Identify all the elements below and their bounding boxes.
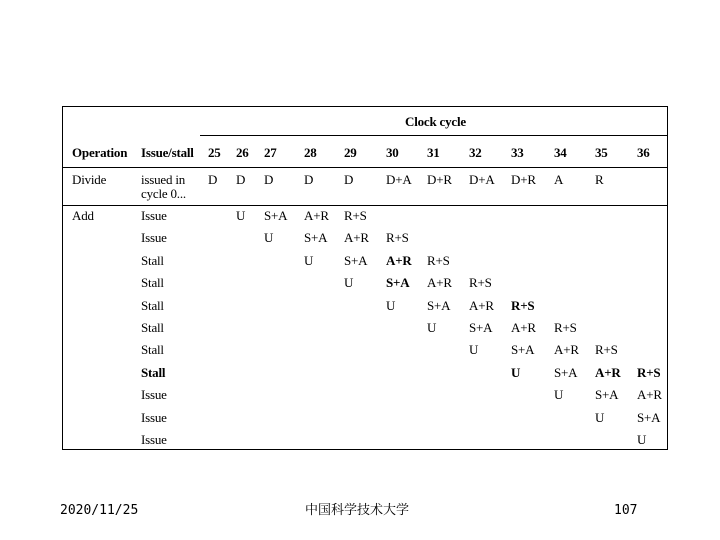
divide-cell: D+A xyxy=(469,172,495,187)
add-row-label: Issue xyxy=(141,410,167,425)
add-cell: A+R xyxy=(511,320,536,335)
add-row-label: Stall xyxy=(141,253,164,268)
add-op-label: Add xyxy=(72,208,94,223)
divide-cell: D xyxy=(344,172,354,187)
cycle-header: 25 xyxy=(208,145,221,160)
footer-organization: 中国科学技术大学 xyxy=(305,503,410,518)
add-cell: S+A xyxy=(469,320,493,335)
footer-page-number: 107 xyxy=(614,503,638,518)
add-cell: U xyxy=(304,253,314,268)
add-cell: R+S xyxy=(386,230,409,245)
add-cell: S+A xyxy=(595,387,619,402)
divide-issue-line1: issued in xyxy=(141,172,186,187)
divide-cell: D+A xyxy=(386,172,412,187)
add-row-label: Issue xyxy=(141,230,167,245)
cycle-header: 30 xyxy=(386,145,399,160)
cycle-header: 36 xyxy=(637,145,650,160)
divide-cell: D xyxy=(236,172,246,187)
add-cell: R+S xyxy=(595,342,618,357)
divide-cell: D xyxy=(264,172,274,187)
header-divider-top xyxy=(200,135,668,136)
cycle-header: 31 xyxy=(427,145,440,160)
add-row-label: Stall xyxy=(141,365,166,380)
divide-row-divider xyxy=(62,205,668,206)
add-cell: U xyxy=(386,298,396,313)
add-cell: R+S xyxy=(637,365,661,380)
add-cell: A+R xyxy=(344,230,369,245)
cycle-header: 29 xyxy=(344,145,357,160)
cycle-header: 32 xyxy=(469,145,482,160)
cycle-header: 33 xyxy=(511,145,524,160)
cycle-header: 27 xyxy=(264,145,277,160)
add-cell: S+A xyxy=(304,230,328,245)
add-cell: A+R xyxy=(386,253,412,268)
add-cell: U xyxy=(511,365,521,380)
divide-cell: A xyxy=(554,172,564,187)
cycle-header: 35 xyxy=(595,145,608,160)
add-cell: S+A xyxy=(637,410,661,425)
add-cell: R+S xyxy=(511,298,535,313)
add-row-label: Stall xyxy=(141,298,164,313)
add-row-label: Issue xyxy=(141,432,167,447)
add-row-label: Stall xyxy=(141,275,164,290)
cycle-header: 34 xyxy=(554,145,567,160)
add-cell: S+A xyxy=(427,298,451,313)
add-cell: A+R xyxy=(427,275,452,290)
add-cell: S+A xyxy=(511,342,535,357)
add-cell: R+S xyxy=(427,253,450,268)
header-divider xyxy=(62,167,668,168)
add-cell: A+R xyxy=(595,365,621,380)
cycle-header: 26 xyxy=(236,145,249,160)
add-cell: U xyxy=(554,387,564,402)
divide-cell: D+R xyxy=(427,172,452,187)
add-cell: U xyxy=(637,432,647,447)
add-cell: U xyxy=(595,410,605,425)
operation-header: Operation xyxy=(72,145,128,160)
footer-date: 2020/11/25 xyxy=(60,503,139,518)
add-cell: R+S xyxy=(344,208,367,223)
add-cell: A+R xyxy=(304,208,329,223)
add-row-label: Stall xyxy=(141,342,164,357)
divide-cell: D+R xyxy=(511,172,536,187)
add-cell: R+S xyxy=(554,320,577,335)
add-cell: A+R xyxy=(554,342,579,357)
add-cell: U xyxy=(236,208,246,223)
add-cell: R+S xyxy=(469,275,492,290)
add-row-label: Issue xyxy=(141,387,167,402)
add-cell: U xyxy=(427,320,437,335)
divide-op-label: Divide xyxy=(72,172,107,187)
divide-cell: D xyxy=(208,172,218,187)
add-row-label: Stall xyxy=(141,320,164,335)
divide-cell: D xyxy=(304,172,314,187)
cycle-header: 28 xyxy=(304,145,317,160)
add-cell: A+R xyxy=(637,387,662,402)
add-row-label: Issue xyxy=(141,208,167,223)
issue-stall-header: Issue/stall xyxy=(141,145,194,160)
add-cell: S+A xyxy=(344,253,368,268)
clock-cycle-label: Clock cycle xyxy=(405,114,466,129)
add-cell: S+A xyxy=(554,365,578,380)
add-cell: U xyxy=(469,342,479,357)
add-cell: U xyxy=(264,230,274,245)
add-cell: S+A xyxy=(386,275,410,290)
add-cell: S+A xyxy=(264,208,288,223)
divide-issue-line2: cycle 0... xyxy=(141,186,186,201)
add-cell: U xyxy=(344,275,354,290)
divide-cell: R xyxy=(595,172,604,187)
add-cell: A+R xyxy=(469,298,494,313)
